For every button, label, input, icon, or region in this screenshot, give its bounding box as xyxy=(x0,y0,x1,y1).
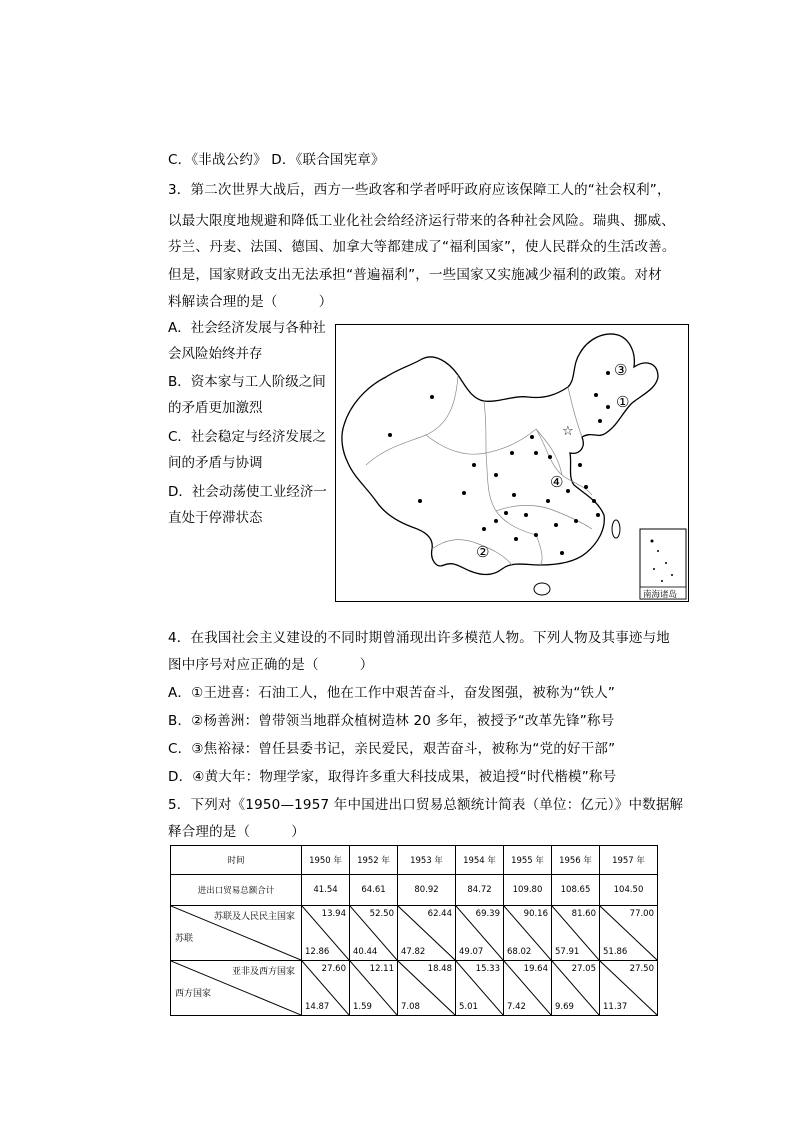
table-header-row xyxy=(171,846,658,875)
q3-stem-line: 芬兰、丹麦、法国、德国、加拿大等都建成了“福利国家”，使人民群众的生活改善。 xyxy=(168,239,676,255)
table-row-soviet xyxy=(171,906,658,961)
split-cell: 69.39 49.07 xyxy=(456,906,504,961)
split-cell: 77.00 51.86 xyxy=(600,906,658,961)
hainan-island xyxy=(534,583,550,595)
split-cell: 15.33 5.01 xyxy=(456,961,504,1016)
total-cell: 109.80 xyxy=(504,875,552,906)
total-cell: 104.50 xyxy=(600,875,658,906)
q4-option-a: A．①王进喜：石油工人，他在工作中艰苦奋斗，奋发图强，被称为“铁人” xyxy=(168,685,616,701)
q4-option-d: D．④黄大年：物理学家，取得许多重大科技成果，被追授“时代楷模”称号 xyxy=(168,769,617,785)
q3-option-d: D．社会动荡使工业经济一直处于停滞状态 xyxy=(168,484,327,526)
row-label-top: 苏联及人民民主国家 xyxy=(213,912,295,922)
q3-stem-line: 以最大限度地规避和降低工业化社会给经济运行带来的各种社会风险。瑞典、挪威、 xyxy=(168,213,675,229)
header-cell: 1950 年 xyxy=(302,846,350,875)
row-label xyxy=(171,906,302,961)
total-cell: 41.54 xyxy=(302,875,350,906)
map-marker-3: ③ xyxy=(614,361,628,379)
total-cell: 64.61 xyxy=(350,875,398,906)
split-cell: 18.48 7.08 xyxy=(398,961,456,1016)
q3-stem-line: 料解读合理的是（ ） xyxy=(168,294,333,310)
map-marker-2: ② xyxy=(476,543,490,561)
split-cell: 90.16 68.02 xyxy=(504,906,552,961)
china-map xyxy=(335,324,689,602)
row-label-bottom: 苏联 xyxy=(175,934,194,944)
q4-option-b: B．②杨善洲：曾带领当地群众植树造林 20 多年，被授予“改革先锋”称号 xyxy=(168,713,615,729)
table-row-total xyxy=(171,875,658,906)
row-label: 进出口贸易总额合计 xyxy=(171,875,302,906)
row-label xyxy=(171,961,302,1016)
split-cell: 62.44 47.82 xyxy=(398,906,456,961)
row-label-top: 亚非及西方国家 xyxy=(231,967,295,977)
q4-stem-line: 图中序号对应正确的是（ ） xyxy=(168,657,374,673)
table-row-western xyxy=(171,961,658,1016)
q5-stem-line: 5．下列对《1950—1957 年中国进出口贸易总额统计简表（单位：亿元）》中数据解 xyxy=(168,797,684,813)
row-label-bottom: 西方国家 xyxy=(175,989,212,999)
split-cell: 27.05 9.69 xyxy=(552,961,600,1016)
q2-options-tail: C．《非战公约》 D．《联合国宪章》 xyxy=(168,152,385,168)
header-cell: 时间 xyxy=(171,846,302,875)
city-dots xyxy=(388,371,610,555)
split-cell: 27.50 11.37 xyxy=(600,961,658,1016)
header-cell: 1953 年 xyxy=(398,846,456,875)
map-marker-1: ① xyxy=(616,393,630,411)
taiwan-island xyxy=(612,520,620,538)
total-cell: 108.65 xyxy=(552,875,600,906)
capital-star-icon: ☆ xyxy=(562,424,574,439)
total-cell: 84.72 xyxy=(456,875,504,906)
country-outline xyxy=(342,334,658,575)
q3-option-a: A．社会经济发展与各种社会风险始终并存 xyxy=(168,320,326,362)
header-cell: 1957 年 xyxy=(600,846,658,875)
q3-option-c: C．社会稳定与经济发展之间的矛盾与协调 xyxy=(168,429,326,471)
province-borders xyxy=(366,375,592,565)
q3-stem-line: 3．第二次世界大战后，西方一些政客和学者呼吁政府应该保障工人的“社会权利”， xyxy=(168,182,671,198)
inset-label: 南海诸岛 xyxy=(643,590,678,600)
header-cell: 1956 年 xyxy=(552,846,600,875)
q3-stem-line: 但是，国家财政支出无法承担“普遍福利”，一些国家又实施减少福利的政策。对材 xyxy=(168,267,662,283)
split-cell: 12.11 1.59 xyxy=(350,961,398,1016)
split-cell: 27.60 14.87 xyxy=(302,961,350,1016)
china-map-drawing xyxy=(336,325,688,601)
split-cell: 13.94 12.86 xyxy=(302,906,350,961)
split-cell: 19.64 7.42 xyxy=(504,961,552,1016)
split-cell: 81.60 57.91 xyxy=(552,906,600,961)
q4-stem-line: 4．在我国社会主义建设的不同时期曾涌现出许多模范人物。下列人物及其事迹与地 xyxy=(168,630,670,646)
map-marker-4: ④ xyxy=(550,473,564,491)
trade-table xyxy=(170,845,658,1016)
q3-option-b: B．资本家与工人阶级之间的矛盾更加激烈 xyxy=(168,374,326,416)
total-cell: 80.92 xyxy=(398,875,456,906)
q4-option-c: C．③焦裕禄：曾任县委书记，亲民爱民，艰苦奋斗，被称为“党的好干部” xyxy=(168,741,616,757)
header-cell: 1954 年 xyxy=(456,846,504,875)
header-cell: 1952 年 xyxy=(350,846,398,875)
header-cell: 1955 年 xyxy=(504,846,552,875)
split-cell: 52.50 40.44 xyxy=(350,906,398,961)
q5-stem-line: 释合理的是（ ） xyxy=(168,824,305,840)
